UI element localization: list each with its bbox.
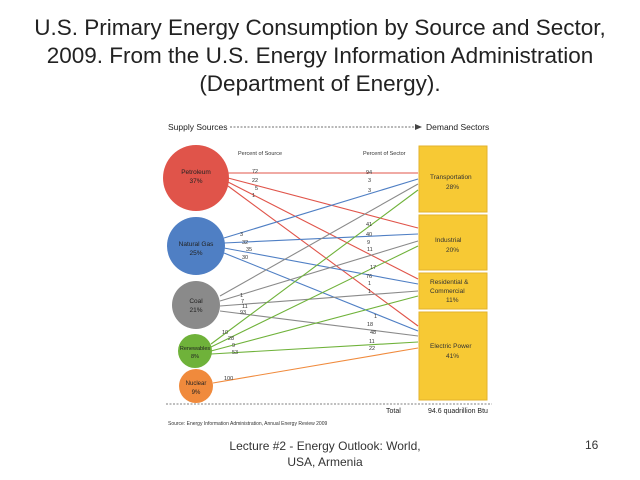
source-renewables — [178, 334, 212, 368]
sector-pct: 11% — [446, 297, 459, 304]
percent-of-source-value: 10 — [222, 330, 229, 336]
flow-line — [211, 190, 418, 344]
sector-residential-commercial — [419, 273, 487, 309]
supply-sources-header: Supply Sources — [168, 122, 228, 132]
percent-of-source-value: 7 — [241, 299, 245, 305]
percent-of-sector-value: 11 — [367, 247, 373, 253]
percent-of-sector-value: 9 — [367, 240, 371, 246]
percent-of-source-value: 1 — [252, 193, 256, 199]
sector-industrial — [419, 215, 487, 270]
source-pct: 8% — [191, 354, 199, 360]
percent-of-sector-value: 3 — [368, 178, 372, 184]
sector-name: Residential & Commercial — [430, 279, 469, 295]
percent-of-sector-value: 11 — [369, 339, 375, 345]
percent-of-sector-value: 22 — [369, 346, 376, 352]
percent-of-source-value: 11 — [242, 304, 248, 310]
percent-of-source-value: 9 — [232, 343, 236, 349]
source-coal — [172, 281, 220, 329]
percent-of-source-value: 100 — [224, 376, 234, 382]
slide-footer: Lecture #2 - Energy Outlook: World, USA, Armenia — [229, 439, 421, 469]
flow-line — [211, 342, 418, 354]
percent-of-sector-value: 41 — [366, 222, 373, 228]
percent-of-sector-value: 40 — [366, 232, 373, 238]
source-natural-gas — [167, 217, 225, 275]
energy-flow-diagram — [160, 116, 500, 428]
percent-of-source-value: 30 — [242, 255, 249, 261]
percent-of-sector-value: 18 — [367, 322, 374, 328]
sector-pct: 41% — [446, 353, 460, 360]
slide-title: U.S. Primary Energy Consumption by Source and Sector, 2009. From the U.S. Energy Information Administration (Department of Energy). — [34, 15, 606, 96]
source-pct: 25% — [189, 250, 203, 257]
percent-of-sector-value: 3 — [368, 188, 372, 194]
source-pct: 9% — [191, 390, 201, 396]
sector-pct: 28% — [446, 184, 460, 191]
percent-of-source-value: 3 — [240, 232, 244, 238]
source-name: Nuclear — [185, 381, 207, 387]
percent-of-sector-value: 1 — [368, 289, 372, 295]
source-name: Coal — [189, 298, 203, 305]
sector-electric-power — [419, 312, 487, 400]
source-name: Petroleum — [181, 169, 211, 176]
sector-name: Transportation — [430, 174, 472, 181]
sector-pct: 20% — [446, 247, 460, 254]
percent-of-source-value: 28 — [228, 336, 235, 342]
flow-line — [224, 248, 418, 284]
percent-of-source-label: Percent of Source — [238, 151, 283, 157]
flow-line — [228, 182, 418, 279]
flow-line — [213, 348, 418, 383]
header-arrowhead — [415, 124, 422, 130]
percent-of-sector-label: Percent of Sector — [363, 151, 406, 157]
source-name: Natural Gas — [178, 241, 214, 248]
source-pct: 37% — [189, 178, 203, 185]
source-note: Source: Energy Information Administration, Annual Energy Review 2009 — [168, 421, 328, 427]
percent-of-source-value: 72 — [252, 169, 259, 175]
sector-name: Industrial — [435, 237, 462, 244]
source-nuclear — [179, 369, 213, 403]
total-label: Total — [386, 408, 401, 415]
percent-of-source-value: 93 — [240, 310, 247, 316]
percent-of-sector-value: 1 — [374, 314, 378, 320]
percent-of-source-value: 32 — [242, 240, 249, 246]
percent-of-source-value: 5 — [255, 186, 259, 192]
source-petroleum — [163, 145, 229, 211]
percent-of-source-value: 53 — [232, 350, 239, 356]
source-name: Renewables — [179, 346, 211, 352]
flow-lines — [211, 173, 418, 383]
flow-line — [228, 186, 418, 326]
page-number: 16 — [585, 438, 599, 452]
source-pct: 21% — [189, 307, 203, 314]
sector-transportation — [419, 146, 487, 212]
percent-of-sector-value: 17 — [370, 265, 377, 271]
flow-value-labels — [222, 169, 377, 382]
percent-of-source-value: 22 — [252, 178, 259, 184]
demand-sectors-header: Demand Sectors — [426, 122, 490, 132]
percent-of-sector-value: 48 — [370, 330, 377, 336]
sector-name: Electric Power — [430, 343, 472, 350]
total-value: 94.6 quadrillion Btu — [428, 408, 488, 415]
percent-of-sector-value: 76 — [366, 274, 373, 280]
source-circle-coal — [172, 281, 220, 329]
percent-of-source-value: 35 — [246, 247, 253, 253]
percent-of-source-value: 1 — [240, 293, 244, 299]
flow-line — [220, 184, 418, 296]
percent-of-sector-value: 94 — [366, 170, 373, 176]
percent-of-sector-value: 1 — [368, 281, 372, 287]
